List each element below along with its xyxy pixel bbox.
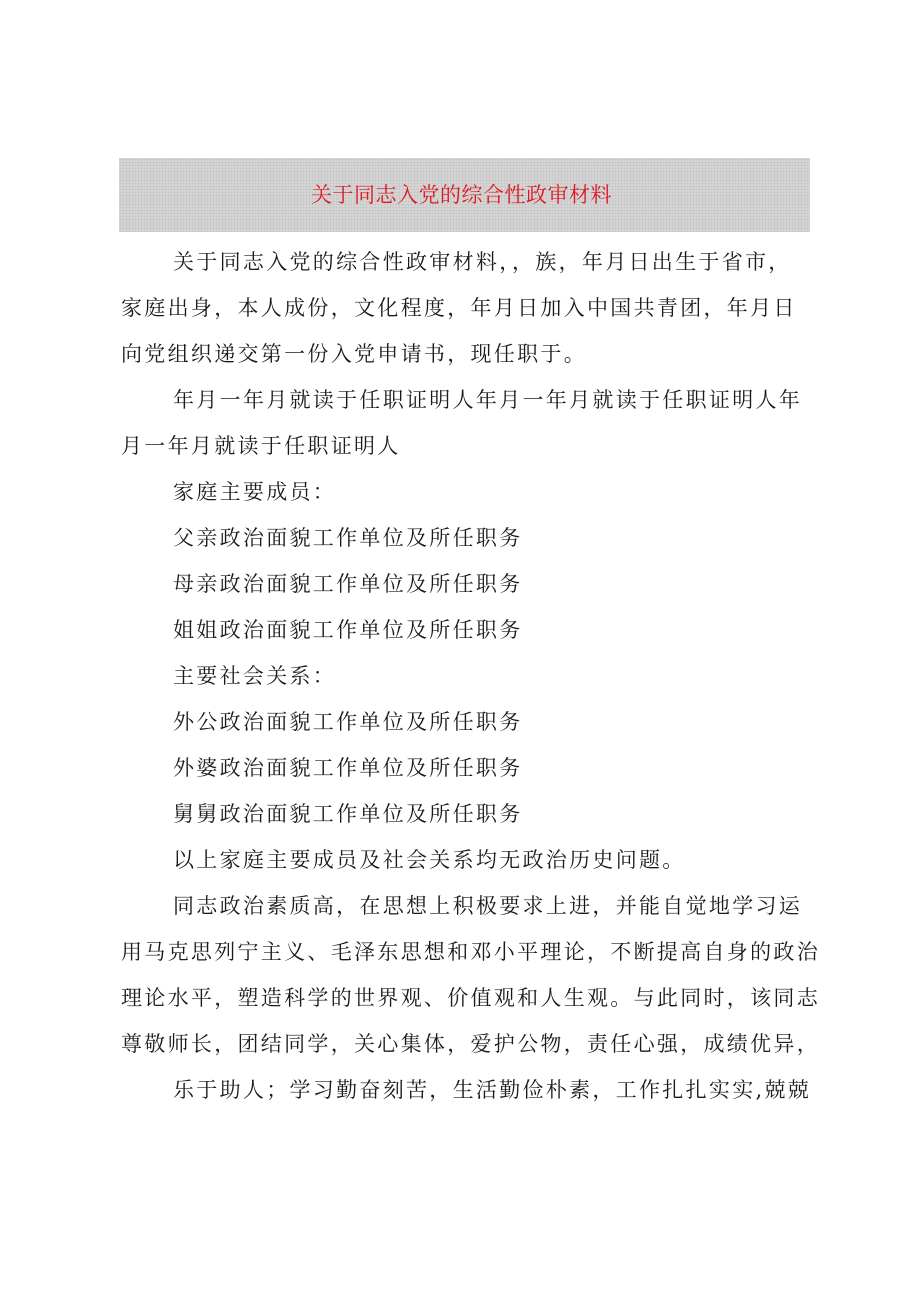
text-line: 年月一年月就读于任职证明人年月一年月就读于任职证明人年 [173, 388, 803, 412]
text-line: 乐于助人；学习勤奋刻苦，生活勤俭朴素，工作扎扎实实,兢兢 [173, 1078, 812, 1102]
paragraph-political-quality [121, 883, 820, 1067]
document-title: 关于同志入党的综合性政审材料 [311, 183, 612, 207]
text-line: 主要社会关系： [173, 664, 337, 688]
text-line: 外婆政治面貌工作单位及所任职务 [173, 756, 523, 780]
text-line: 以上家庭主要成员及社会关系均无政治历史问题。 [173, 848, 686, 872]
paragraph-conduct [121, 1067, 811, 1113]
family-member-mother [121, 561, 811, 607]
text-line: 理论水平，塑造科学的世界观、价值观和人生观。与此同时，该同志 [121, 986, 820, 1010]
text-line: 母亲政治面貌工作单位及所任职务 [173, 572, 523, 596]
text-line: 家庭主要成员： [173, 480, 337, 504]
text-line: 同志政治素质高，在思想上积极要求上进，并能自觉地学习运 [173, 894, 803, 918]
text-line: 向党组织递交第一份入党申请书，现任职于。 [121, 342, 587, 366]
paragraph-intro [121, 239, 811, 377]
text-line: 家庭出身，本人成份，文化程度，年月日加入中国共青团，年月日 [121, 296, 797, 320]
relation-grandmother [121, 745, 811, 791]
text-line: 关于同志入党的综合性政审材料，，族，年月日出生于省市， [173, 250, 792, 274]
relation-uncle [121, 791, 811, 837]
heading-family-members [121, 469, 811, 515]
text-line: 父亲政治面貌工作单位及所任职务 [173, 526, 523, 550]
text-line: 用马克思列宁主义、毛泽东思想和邓小平理论，不断提高自身的政治 [121, 940, 820, 964]
text-line: 舅舅政治面貌工作单位及所任职务 [173, 802, 523, 826]
family-member-father [121, 515, 811, 561]
text-line: 外公政治面貌工作单位及所任职务 [173, 710, 523, 734]
family-member-sister [121, 607, 811, 653]
text-line: 姐姐政治面貌工作单位及所任职务 [173, 618, 523, 642]
relation-grandfather [121, 699, 811, 745]
text-line: 尊敬师长，团结同学，关心集体，爱护公物，责任心强，成绩优异， [121, 1032, 820, 1056]
heading-social-relations [121, 653, 811, 699]
text-line: 月一年月就读于任职证明人 [121, 434, 401, 458]
document-body [121, 239, 820, 1113]
paragraph-education [121, 377, 811, 469]
paragraph-no-issues [121, 837, 811, 883]
